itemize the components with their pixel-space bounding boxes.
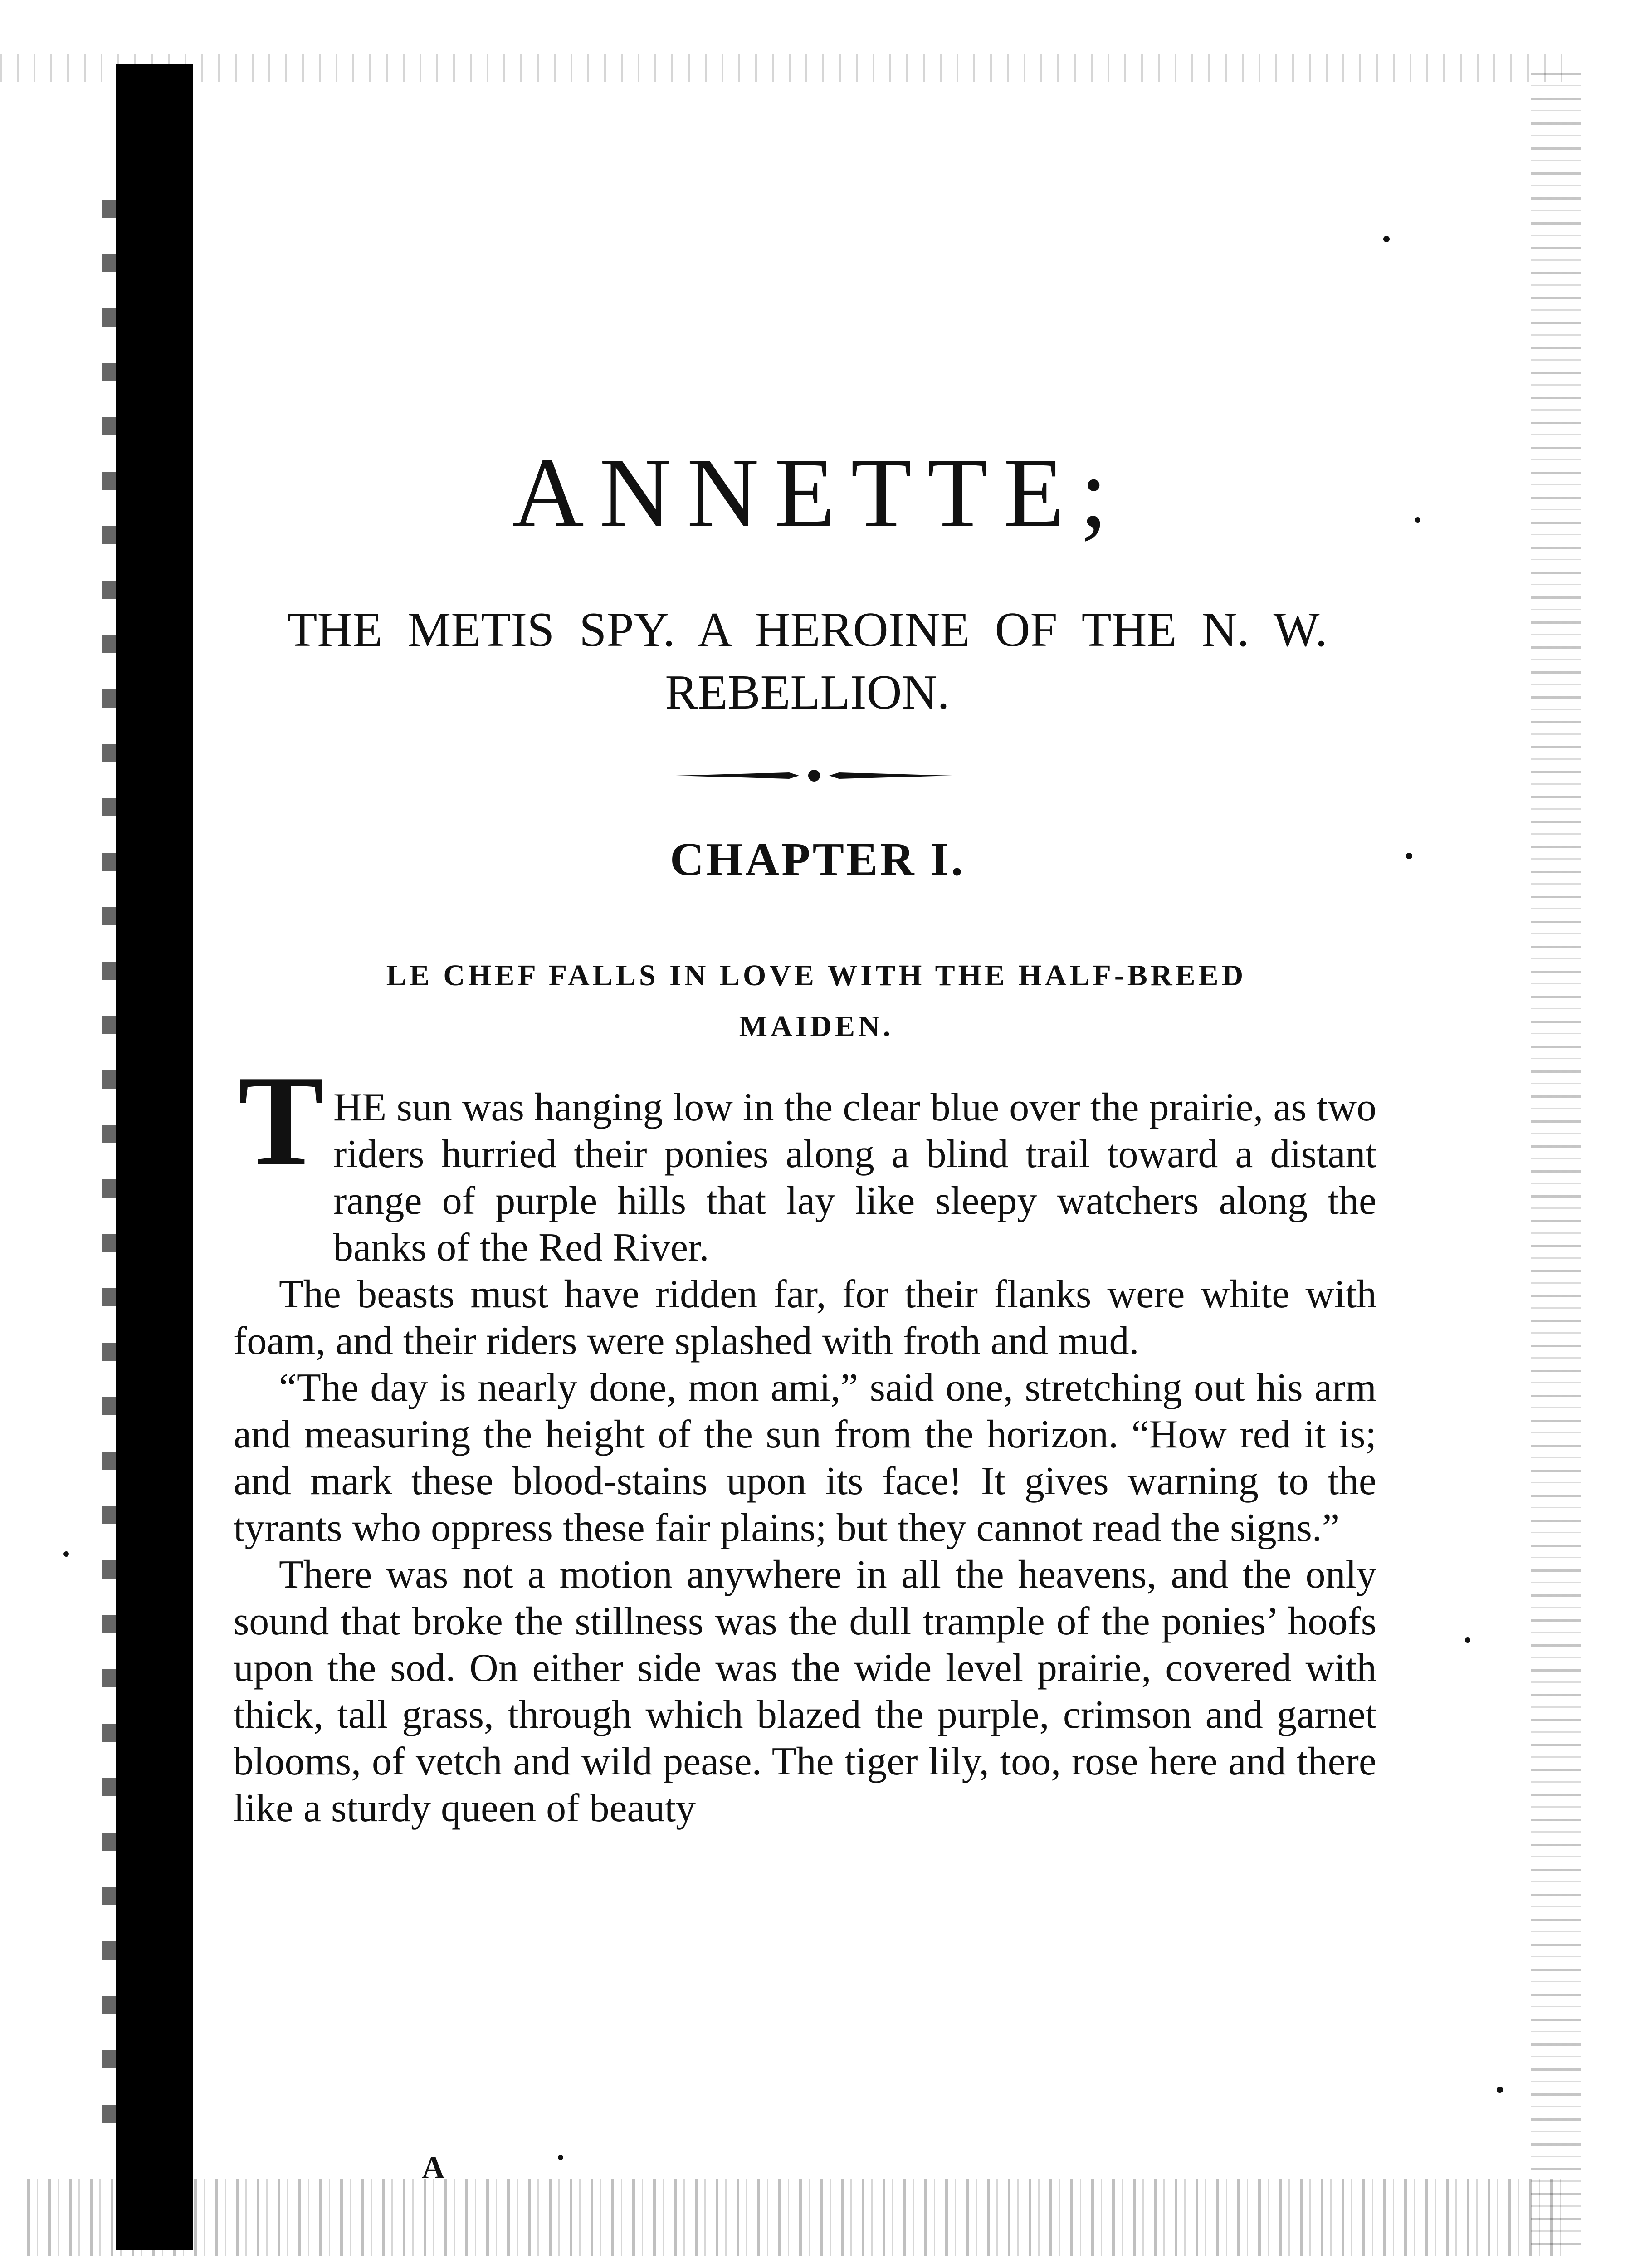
ornament-right-dash <box>829 772 952 779</box>
ink-speck <box>1383 236 1390 242</box>
drop-cap: T <box>238 1049 325 1192</box>
paragraph-3: “The day is nearly done, mon ami,” said one, stretching out his arm and measuring the height of the sun from the horizon. “How red it is; and mark these blood-stains upon its face! It gives warning to the tyrants who oppress these fair plains; but they cannot read the signs.” <box>234 1366 1376 1550</box>
ornament-center-dot <box>808 770 820 782</box>
book-subtitle-line-2: REBELLION. <box>665 665 950 719</box>
ornamental-rule <box>676 769 952 782</box>
ink-speck <box>558 2155 563 2160</box>
ink-speck <box>1497 2087 1503 2093</box>
book-title: ANNETTE; <box>512 437 1123 548</box>
ornament-left-dash <box>676 772 799 779</box>
signature-mark: A <box>422 2151 445 2185</box>
chapter-subtitle-line-2: MAIDEN. <box>739 1010 894 1043</box>
paragraph-1: HE sun was hanging low in the clear blue over the prairie, as two riders hurried their ponies along a blind trail toward a distant range of purple hills that lay like sleepy watchers along the banks of the Red River. <box>333 1085 1376 1270</box>
chapter-subtitle-line-1: LE CHEF FALLS IN LOVE WITH THE HALF-BREED <box>386 959 1247 992</box>
book-subtitle-line-1: THE METIS SPY. A HEROINE OF THE N. W. <box>287 603 1328 657</box>
chapter-subtitle <box>281 950 1352 1052</box>
page-edge-top <box>0 54 1567 82</box>
ink-speck <box>1415 517 1420 523</box>
paragraph-2: The beasts must have ridden far, for their flanks were white with foam, and their riders were splashed with froth and mud. <box>234 1272 1376 1363</box>
page-edge-bottom <box>27 2179 1567 2256</box>
page-edge-right <box>1531 73 1581 2250</box>
chapter-heading: CHAPTER I. <box>670 833 965 885</box>
body-text <box>234 1084 1376 1832</box>
book-subtitle <box>222 599 1392 724</box>
paragraph-4: There was not a motion anywhere in all the heavens, and the only sound that broke the stillness was the dull trample of the ponies’ hoofs upon the sod. On either side was the wide level prairie, covered with thick, tall grass, through which blazed the purple, crimson and garnet blooms, of vetch and wild pease. The tiger lily, too, rose here and there like a sturdy queen of beauty <box>234 1553 1376 1830</box>
ink-speck <box>1406 853 1412 859</box>
binding-shadow <box>116 64 193 2250</box>
ink-speck <box>63 1551 69 1557</box>
ink-speck <box>1465 1637 1470 1643</box>
